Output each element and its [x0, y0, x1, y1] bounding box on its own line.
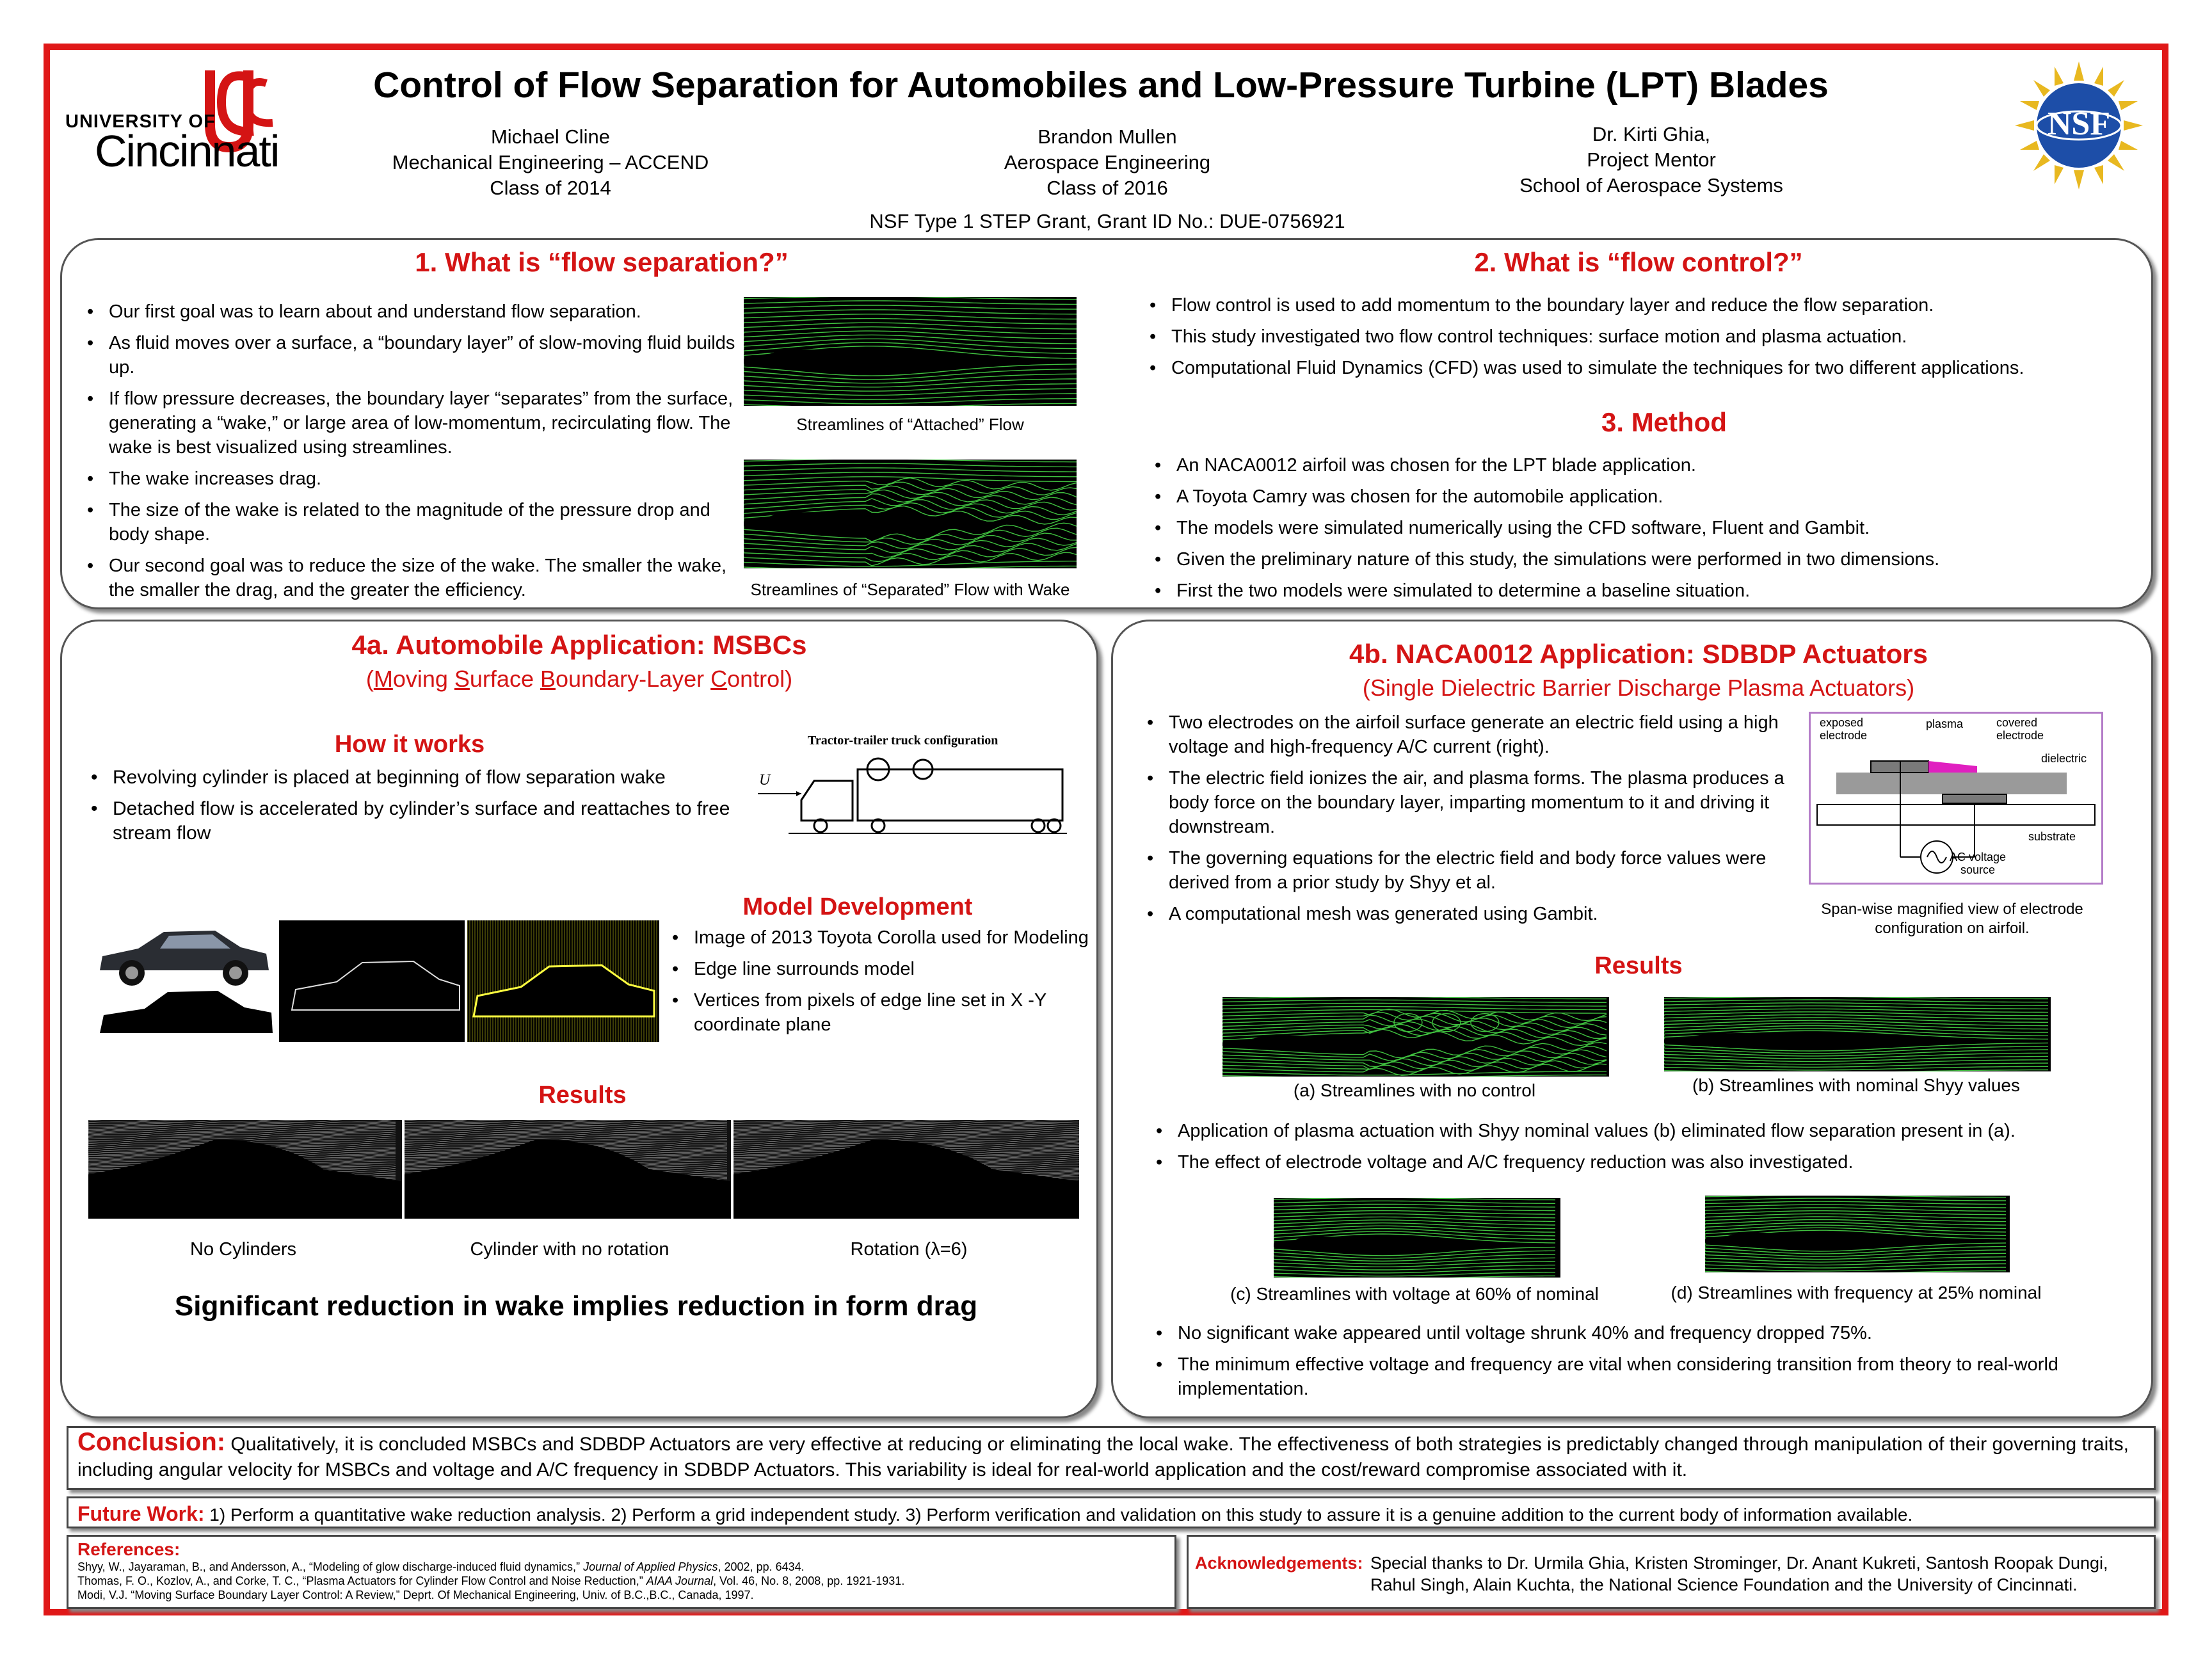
- car-silhouette: [96, 983, 275, 1041]
- electrode-diagram: [1809, 712, 2103, 885]
- 4b-end-bullet-2: • The minimum effective voltage and frequency are vital when considering transition from theory to real-world implementation.: [1178, 1352, 2151, 1401]
- author-2: [915, 124, 1299, 201]
- car-mesh-image: [467, 920, 659, 1042]
- s4a-sub-0: (: [365, 666, 374, 692]
- car-edge-image: [279, 920, 465, 1042]
- author-3-name: Dr. Kirti Ghia,: [1592, 123, 1711, 145]
- s1-bullet-4: • The wake increases drag.: [109, 467, 742, 491]
- conclusion-box: [67, 1426, 2156, 1490]
- caption-b: (b) Streamlines with nominal Shyy values: [1692, 1075, 2020, 1095]
- ref-1-journal: Journal of Applied Physics: [583, 1560, 718, 1573]
- mesh-drawing-3: [733, 1120, 1079, 1219]
- label-substrate: substrate: [2028, 830, 2076, 843]
- 4b-mid-bullet-1: • Application of plasma actuation with Shyy nominal values (b) eliminated flow separation present in (a).: [1178, 1119, 2163, 1143]
- car-photo: [93, 919, 273, 990]
- how-it-works-title: How it works: [334, 731, 485, 758]
- truck-drawing: [750, 730, 1070, 838]
- poster-title: Control of Flow Separation for Automobiles and Low-Pressure Turbine (LPT) Blades: [373, 65, 1829, 106]
- 4b-mid-bullet-2: • The effect of electrode voltage and A/C frequency reduction was also investigated.: [1178, 1150, 2163, 1174]
- caption-cylinder-no-rotation: Cylinder with no rotation: [470, 1239, 669, 1260]
- attached-streamlines: [744, 297, 1077, 406]
- caption-rotation: Rotation (λ=6): [850, 1239, 968, 1260]
- result-no-cylinders: [88, 1120, 402, 1219]
- model-bullet-3: • Vertices from pixels of edge line set in X -Y coordinate plane: [694, 988, 1097, 1037]
- author-2-class: Class of 2016: [1046, 177, 1168, 199]
- streamlines-a: [1222, 997, 1609, 1077]
- ref-1-text: Shyy, W., Jayaraman, B., and Andersson, A., “Modeling of glow discharge-induced fluid dynamics,”: [77, 1560, 584, 1573]
- section-4b-bullets: [1143, 710, 1828, 933]
- acknowledgements-box: [1187, 1535, 2156, 1609]
- section-4b-subtitle: (Single Dielectric Barrier Discharge Plasma Actuators): [1362, 675, 1915, 701]
- truck-caption: Tractor-trailer truck configuration: [808, 733, 998, 748]
- streamlines-b: [1664, 997, 2051, 1071]
- s3-bullet-2: • A Toyota Camry was chosen for the automobile application.: [1176, 485, 2162, 509]
- label-exposed-electrode: exposed electrode: [1820, 716, 1868, 742]
- s2-bullet-3: • Computational Fluid Dynamics (CFD) was used to simulate the techniques for two different applications.: [1171, 356, 2157, 380]
- s3-bullet-4: • Given the preliminary nature of this study, the simulations were performed in two dimensions.: [1176, 547, 2162, 572]
- author-2-dept: Aerospace Engineering: [1004, 151, 1211, 173]
- model-development-bullets: [668, 926, 1097, 1044]
- model-development-title: Model Development: [742, 894, 973, 920]
- author-2-name: Brandon Mullen: [1038, 125, 1177, 148]
- separated-streamlines: [744, 460, 1077, 568]
- section-3-bullets: [1151, 453, 2162, 610]
- truck-u-label: U: [759, 772, 771, 789]
- 4b-end-bullets: [1152, 1321, 2151, 1408]
- streamlines-c: [1274, 1198, 1560, 1278]
- s3-bullet-3: • The models were simulated numerically using the CFD software, Fluent and Gambit.: [1176, 516, 2162, 540]
- 4a-conclusion: Significant reduction in wake implies reduction in form drag: [174, 1290, 978, 1322]
- s3-bullet-5: • First the two models were simulated to determine a baseline situation.: [1176, 579, 2162, 603]
- section-2-bullets: [1146, 293, 2157, 387]
- nsf-logo: [2015, 61, 2143, 189]
- s2-bullet-2: • This study investigated two flow control techniques: surface motion and plasma actuation.: [1171, 325, 2157, 349]
- car-silhouette-drawing: [96, 983, 275, 1041]
- section-2-title: 2. What is “flow control?”: [1474, 247, 1803, 277]
- how-it-works-bullets: [87, 765, 765, 853]
- reference-1: [77, 1560, 1166, 1574]
- caption-attached: Streamlines of “Attached” Flow: [796, 415, 1024, 434]
- ref-2-journal: AIAA Journal: [646, 1575, 714, 1587]
- author-1-name: Michael Cline: [490, 125, 611, 148]
- future-work-label: Future Work:: [77, 1502, 205, 1525]
- grant-line: NSF Type 1 STEP Grant, Grant ID No.: DUE-0756921: [869, 210, 1345, 232]
- section-4a-subtitle: [192, 666, 966, 693]
- uc-logo-top-text: UNIVERSITY OF: [65, 111, 216, 132]
- s4a-sub-7: C: [710, 666, 728, 692]
- car-edge-drawing: [279, 920, 465, 1042]
- reference-3: [77, 1588, 1166, 1602]
- caption-c: (c) Streamlines with voltage at 60% of nominal: [1230, 1284, 1599, 1304]
- label-ac-source: AC voltage source: [1949, 851, 2007, 876]
- s3-bullet-1: • An NACA0012 airfoil was chosen for the LPT blade application.: [1176, 453, 2162, 477]
- references-box: [67, 1535, 1176, 1609]
- s4a-sub-3: S: [454, 666, 470, 692]
- model-bullet-1: • Image of 2013 Toyota Corolla used for Modeling: [694, 926, 1097, 950]
- streamlines-d-image: [1705, 1196, 2010, 1272]
- ref-1-details: , 2002, pp. 6434.: [717, 1560, 805, 1573]
- separated-flow-image: [744, 460, 1077, 568]
- attached-flow-image: [744, 297, 1077, 406]
- s4a-sub-2: oving: [392, 666, 454, 692]
- s1-bullet-1: • Our first goal was to learn about and understand flow separation.: [109, 300, 742, 324]
- mesh-drawing-1: [88, 1120, 402, 1219]
- label-covered-electrode: covered electrode: [1996, 716, 2044, 742]
- section-1-title: 1. What is “flow separation?”: [415, 247, 789, 277]
- streamlines-b-image: [1664, 997, 2051, 1071]
- ack-line-2: Rahul Singh, Alain Kuchta, the National Science Foundation and the University of Cincinnati.: [1370, 1575, 2078, 1594]
- references-label: References:: [77, 1539, 180, 1559]
- s4a-sub-1: M: [373, 666, 393, 692]
- streamlines-c-image: [1274, 1198, 1560, 1278]
- 4a-results-title: Results: [538, 1082, 627, 1109]
- ack-label: Acknowledgements:: [1195, 1553, 1363, 1573]
- nsf-logo-text: NSF: [2047, 106, 2111, 142]
- s4a-sub-6: oundary-Layer: [555, 666, 711, 692]
- car-mesh-drawing: [467, 920, 659, 1042]
- future-work-box: [67, 1496, 2156, 1528]
- s4b-bullet-2: • The electric field ionizes the air, and plasma forms. The plasma produces a body force on the boundary layer, imparting momentum to it and driving it downstream.: [1169, 766, 1828, 839]
- s1-bullet-3: • If flow pressure decreases, the boundary layer “separates” from the surface, generating a “wake,” or large area of low-momentum, recirculating flow. The wake is best visualized using streamlines.: [109, 387, 742, 460]
- how-bullet-1: • Revolving cylinder is placed at beginning of flow separation wake: [113, 765, 765, 790]
- truck-diagram: [750, 730, 1070, 838]
- author-3-school: School of Aerospace Systems: [1519, 174, 1783, 196]
- section-4a-title: 4a. Automobile Application: MSBCs: [351, 630, 807, 660]
- model-bullet-2: • Edge line surrounds model: [694, 957, 1097, 981]
- s4a-sub-4: urface: [469, 666, 540, 692]
- result-cylinder-no-rotation: [405, 1120, 731, 1219]
- 4b-end-bullet-1: • No significant wake appeared until voltage shrunk 40% and frequency dropped 75%.: [1178, 1321, 2151, 1345]
- s4b-bullet-4: • A computational mesh was generated using Gambit.: [1169, 902, 1828, 926]
- diagram-caption: Span-wise magnified view of electrode configuration on airfoil.: [1821, 901, 2083, 937]
- caption-a: (a) Streamlines with no control: [1293, 1080, 1536, 1100]
- conclusion-label: Conclusion:: [77, 1428, 226, 1456]
- mesh-drawing-2: [405, 1120, 731, 1219]
- s4b-bullet-3: • The governing equations for the electric field and body force values were derived from a prior study by Shyy et al.: [1169, 846, 1828, 895]
- s1-bullet-2: • As fluid moves over a surface, a “boundary layer” of slow-moving fluid builds up.: [109, 331, 742, 380]
- caption-d: (d) Streamlines with frequency at 25% nominal: [1671, 1283, 2042, 1302]
- caption-no-cylinders: No Cylinders: [190, 1239, 296, 1260]
- author-1-dept: Mechanical Engineering – ACCEND: [392, 151, 709, 173]
- section-3-title: 3. Method: [1601, 407, 1727, 437]
- streamlines-a-image: [1222, 997, 1609, 1077]
- author-1: [358, 124, 742, 201]
- ref-2-details: , Vol. 46, No. 8, 2008, pp. 1921-1931.: [713, 1575, 905, 1587]
- s1-bullet-6: • Our second goal was to reduce the size of the wake. The smaller the wake, the smaller the drag, and the greater the efficiency.: [109, 554, 742, 602]
- car-photo-drawing: [93, 919, 273, 990]
- s4b-bullet-1: • Two electrodes on the airfoil surface generate an electric field using a high voltage and high-frequency A/C current (right).: [1169, 710, 1828, 759]
- ref-3-text: Modi, V.J. “Moving Surface Boundary Layer Control: A Review,” Deprt. Of Mechanical Engineering, Univ. of B.C.,B.C., Canada, 1997.: [77, 1589, 754, 1601]
- caption-separated: Streamlines of “Separated” Flow with Wake: [750, 580, 1070, 599]
- section-4b-title: 4b. NACA0012 Application: SDBDP Actuators: [1349, 639, 1928, 669]
- streamlines-d: [1705, 1196, 2010, 1272]
- conclusion-text: Qualitatively, it is concluded MSBCs and SDBDP Actuators are very effective at reducing or eliminating the local wake. The effectiveness of both strategies is predictably changed through manipulation of their governing traits, including angular velocity for MSBCs and voltage and A/C frequency in SDBDP Actuators. This variability is ideal for real-world application and the cost/reward compromise associated with it.: [77, 1434, 2129, 1480]
- label-dielectric: dielectric: [2041, 752, 2087, 765]
- s4a-sub-5: B: [540, 666, 556, 692]
- label-plasma: plasma: [1926, 717, 1964, 730]
- result-rotation: [733, 1120, 1079, 1219]
- uc-logo-bottom-text: Cincinnati: [95, 126, 279, 176]
- uc-logo: [61, 64, 305, 176]
- author-3: [1459, 122, 1843, 198]
- reference-2: [77, 1574, 1166, 1588]
- section-1-bullets: [83, 300, 742, 609]
- author-3-role: Project Mentor: [1587, 148, 1716, 171]
- author-1-class: Class of 2014: [490, 177, 611, 199]
- 4b-results-title: Results: [1594, 952, 1683, 979]
- 4b-mid-bullets: [1152, 1119, 2163, 1182]
- how-bullet-2: • Detached flow is accelerated by cylinder’s surface and reattaches to free stream flow: [113, 797, 765, 846]
- ack-line-1: Special thanks to Dr. Urmila Ghia, Kristen Strominger, Dr. Anant Kukreti, Santosh Roopak Dungi,: [1370, 1553, 2108, 1573]
- ref-2-text: Thomas, F. O., Kozlov, A., and Corke, T. C., “Plasma Actuators for Cylinder Flow Control and Noise Reduction,”: [77, 1575, 646, 1587]
- s2-bullet-1: • Flow control is used to add momentum to the boundary layer and reduce the flow separation.: [1171, 293, 2157, 317]
- future-work-text: 1) Perform a quantitative wake reduction analysis. 2) Perform a grid independent study. 3) Perform verification and validation on this study to assure it is a genuine addition to the current body of information available.: [204, 1505, 1913, 1525]
- s4a-sub-8: ontrol): [727, 666, 793, 692]
- s1-bullet-5: • The size of the wake is related to the magnitude of the pressure drop and body shape.: [109, 498, 742, 547]
